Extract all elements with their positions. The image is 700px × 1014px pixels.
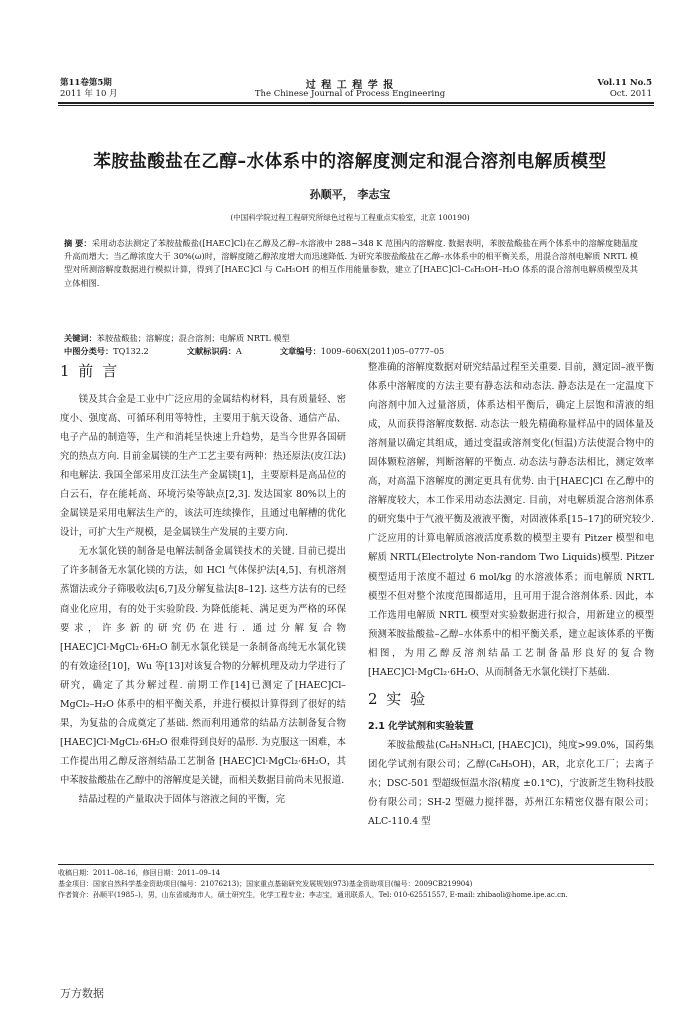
footnote-received: 收稿日期：2011–08–16，修回日期：2011–09–14: [58, 869, 221, 877]
right-column: [368, 358, 654, 831]
header-date-en: Oct. 2011: [609, 89, 652, 99]
article-number-label: 文章编号：: [279, 346, 321, 356]
intro-paragraph-2: 无水氯化镁的制备是电解法制备金属镁技术的关键. 目前已提出了许多制备无水氯化镁的方法，如 HCl 气体保护法[4,5]、有机溶剂蒸馏法或分子筛吸收法[6,7]及分解复盐法[8–12]. 这些方法有的已经商业化应用，有的处于实验阶段. 为降低能耗、满足更为严格的环保要求，许多新的研究仍在进行. 通过分解复合物 [HAEC]Cl·MgCl₂·6H₂O 制无水氯化镁是一条制备高纯无水氯化镁的有效途径[10]，Wu 等[13]对该复合物的分解机理及动力学进行了研究，确定了其分解过程. 前期工作[14]已测定了[HAEC]Cl–MgCl₂–H₂O 体系中的相平衡关系，并进行模拟计算得到了很好的结果，为复盐的合成奠定了基础. 然而利用通常的结晶方法制备复合物 [HAEC]Cl·MgCl₂·6H₂O 很难得到良好的晶形. 为克服这一困难，本工作提出用乙醇反溶剂结晶工艺制备 [HAEC]Cl·MgCl₂·6H₂O，其中苯胺盐酸盐在乙醇中的溶解度是关键，而相关数据目前尚未见报道.: [60, 546, 346, 786]
header-rule: [58, 102, 654, 104]
intro-paragraph-4: 整准确的溶解度数据对研究结晶过程至关重要. 目前，测定固–液平衡体系中溶解度的方法主要有静态法和动态法. 静态法是在一定温度下向溶剂中加入过量溶质，体系达相平衡后，确定上层饱和清液的组成，从而获得溶解度数据. 动态法一般先精确称量样品中的固体量及溶剂量以确定其组成，通过变温或溶剂变化(恒温)方法使混合物中的固体颗粒溶解，判断溶解的平衡点. 动态法与静态法相比，测定效率高，对高温下溶解度的测定更具有优势. 由于[HAEC]Cl 在乙醇中的溶解度较大，本工作采用动态法测定. 目前，对电解质混合溶剂体系的研究集中于气液平衡及液液平衡，对固液体系[15–17]的研究较少. 广泛应用的计算电解质溶液活度系数的模型主要有 Pitzer 模型和电解质 NRTL(Electrolyte Non-random Two Liquids)模型. Pitzer 模型适用于浓度不超过 6 mol/kg 的水溶液体系；而电解质 NRTL 模型不但对整个浓度范围都适用，且可用于混合溶剂体系. 因此，本工作选用电解质 NRTL 模型对实验数据进行拟合，用新建立的模型预测苯胺盐酸盐–乙醇–水体系中的相平衡关系，建立起该体系的平衡相图，为用乙醇反溶剂结晶工艺制备晶形良好的复合物[HAEC]Cl·MgCl₂·6H₂O、从而制备无水氯化镁打下基础.: [368, 362, 654, 678]
header-journal-cn: 过 程 工 程 学 报: [305, 80, 395, 91]
clc-number: TQ132.2: [113, 346, 149, 356]
paper-authors: 孙顺平， 李志宝: [309, 188, 391, 201]
abstract: [64, 237, 638, 290]
doc-code-label: 文献标识码：: [186, 346, 236, 356]
intro-paragraph-3: 结晶过程的产量取决于固体与溶液之间的平衡，完: [78, 793, 286, 805]
footnotes: [58, 868, 658, 901]
paper-meta: [64, 332, 638, 358]
section-1-heading: 1 前 言: [60, 362, 120, 380]
footnote-fund: 基金项目：国家自然科学基金资助项目(编号：21076213)；国家重点基础研究发展规划(973)基金资助项目(编号：2009CB219904): [58, 880, 473, 888]
keywords-label: 关键词：: [64, 333, 97, 343]
article-number: 1009–606X(2011)05–0777–05: [320, 346, 445, 356]
abstract-text: 采用动态法测定了苯胺盐酸盐([HAEC]Cl)在乙醇及乙醇–水溶液中 288~348 K 范围内的溶解度. 数据表明，苯胺盐酸盐在两个体系中的溶解度随温度升高而增大；当乙醇浓度大于 30%(ω)时，溶解度随乙醇浓度增大而迅速降低. 为研究苯胺盐酸盐在乙醇–水体系中的相平衡关系，用混合溶剂电解质 NRTL 模型对所测溶解度数据进行模拟计算，得到了[HAEC]Cl 与 C₆H₅OH 的相互作用能量参数，建立了[HAEC]Cl–C₆H₅OH–H₂O 体系的混合溶剂电解质模型及其立体相图.: [64, 238, 638, 288]
doc-code: A: [235, 346, 242, 356]
clc-label: 中图分类号：: [64, 346, 114, 356]
intro-paragraph-1: 镁及其合金是工业中广泛应用的金属结构材料，具有质量轻、密度小、强度高、可循环利用等特性，主要用于航天设备、通信产品、电子产品的制造等，生产和消耗呈快速上升趋势，是当今世界各国研究的热点方向. 目前金属镁的生产工艺主要有两种：热还原法(皮江法)和电解法. 我国全部采用皮江法生产金属镁[1]，主要原料是高品位的白云石，存在能耗高、环境污染等缺点[2,3]. 发达国家 80%以上的金属镁是采用电解法生产的，该法可连续操作，且通过电解槽的优化设计，可扩大生产规模，是金属镁生产发展的主要方向.: [60, 394, 346, 539]
footer-rule: [58, 864, 654, 865]
watermark: 万方数据: [60, 987, 104, 1000]
abstract-label: 摘 要：: [64, 238, 92, 248]
header-volume-en: Vol.11 No.5: [597, 78, 652, 88]
header-rule-thin: [58, 105, 654, 106]
footnote-author: 作者简介：孙顺平(1985–)，男，山东省威海市人，硕士研究生，化学工程专业；李志宝，通讯联系人，Tel: 010-62551557, E-mail: zhibaoli@home.ipe.ac.cn.: [58, 891, 568, 899]
experimental-paragraph-1: 苯胺盐酸盐(C₆H₅NH₃Cl, [HAEC]Cl)，纯度>99.0%，国药集团化学试剂有限公司；乙醇(C₆H₅OH)，AR，北京化工厂；去离子水；DSC-501 型超级恒温水浴(精度 ±0.1℃)，宁波新芝生物科技股份有限公司；SH-2 型磁力搅拌器，苏州江东精密仪器有限公司；ALC-110.4 型: [368, 739, 654, 827]
header-date-cn: 2011 年 10 月: [60, 89, 118, 99]
section-2-1-heading: 2.1 化学试剂和实验装置: [368, 720, 474, 732]
paper-title: 苯胺盐酸盐在乙醇–水体系中的溶解度测定和混合溶剂电解质模型: [93, 152, 607, 172]
paper-affiliation: (中国科学院过程工程研究所绿色过程与工程重点实验室，北京 100190): [230, 213, 470, 222]
section-2-heading: 2 实 验: [368, 689, 428, 708]
left-column: [60, 358, 346, 809]
header-journal-en: The Chinese Journal of Process Engineering: [254, 89, 446, 99]
keywords: 苯胺盐酸盐；溶解度；混合溶剂；电解质 NRTL 模型: [96, 333, 290, 343]
header-volume-cn: 第11卷第5期: [60, 78, 112, 88]
